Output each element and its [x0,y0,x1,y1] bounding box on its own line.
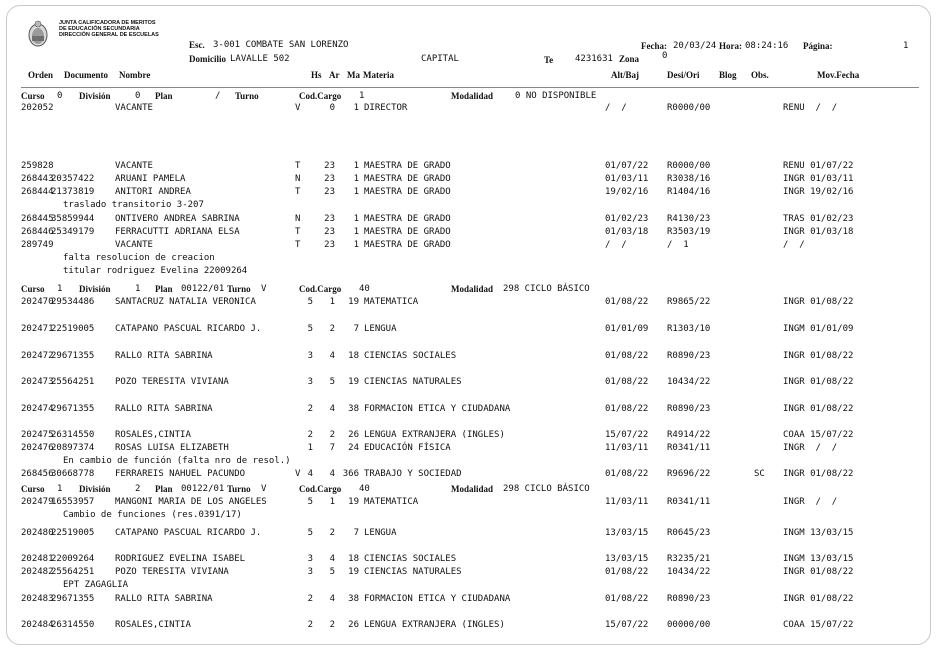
row-documento: 25564251 [51,377,95,387]
row-movfecha: RENU / / [783,103,838,113]
codcargo-value: 1 [359,91,365,101]
row-movfecha: INGR 01/03/18 [783,227,854,237]
row-ma: 19 [348,297,359,307]
row-ar: 2 [329,430,335,440]
row-ma: 24 [348,443,359,453]
row-nombre: ROSALES,CINTIA [115,430,191,440]
codcargo-value: 40 [359,284,370,294]
codcargo-label: Cod.Cargo [299,484,342,494]
division-value: 0 [135,91,141,101]
row-altbaj: 13/03/15 [605,528,649,538]
row-ar: 0 [329,103,335,113]
row-orden: 202480 [21,528,54,538]
row-desiori: R3503/19 [667,227,711,237]
row-note: traslado transitorio 3-207 [63,200,204,210]
row-orden: 268446 [21,227,54,237]
row-ar: 4 [329,554,335,564]
plan-value: 00122/01 [181,284,225,294]
row-orden: 202472 [21,351,54,361]
turno-label: Turno [227,484,251,494]
pagina-label: Página: [803,41,833,51]
row-desiori: R0890/23 [667,351,711,361]
curso-value: 0 [57,91,63,101]
row-movfecha: INGM 13/03/15 [783,554,854,564]
col-obs: Obs. [751,70,769,80]
row-altbaj: 01/07/22 [605,161,649,171]
row-nombre: VACANTE [115,103,153,113]
row-ma: 18 [348,554,359,564]
row-materia: LENGUA [364,324,397,334]
row-note: EPT ZAGAGLIA [63,580,129,590]
row-documento: 21373819 [51,187,95,197]
plan-label: Plan [155,91,173,101]
row-orden: 202481 [21,554,54,564]
row-ar: 4 [329,404,335,414]
row-blog: SC [754,469,765,479]
row-ma: 26 [348,620,359,630]
col-altbaj: Alt/Baj [611,70,639,80]
row-note: falta resolucion de creacion [63,253,215,263]
hora-value: 08:24:16 [745,41,789,51]
zona-label: Zona [619,54,640,64]
row-nombre: RALLO RITA SABRINA [115,594,213,604]
row-altbaj: / / [605,103,627,113]
row-nombre: FERRACUTTI ADRIANA ELSA [115,227,240,237]
codcargo-value: 40 [359,484,370,494]
col-materia: Materia [363,70,394,80]
hora-label: Hora: [719,41,742,51]
row-materia: MAESTRA DE GRADO [364,214,451,224]
row-turno: N [295,214,301,224]
institution-line-2: DE EDUCACIÓN SECUNDARIA [59,26,140,32]
row-desiori: R0890/23 [667,404,711,414]
row-materia: EDUCACIÓN FÍSICA [364,443,451,453]
fecha-label: Fecha: [641,41,667,51]
row-documento: 22009264 [51,554,95,564]
row-movfecha: INGM 13/03/15 [783,528,854,538]
row-altbaj: 01/08/22 [605,377,649,387]
row-movfecha: / / [783,240,805,250]
col-orden: Orden [28,70,54,80]
row-nombre: CATAPANO PASCUAL RICARDO J. [115,528,262,538]
row-note: En cambio de función (falta nro de resol.) [63,456,291,466]
row-nombre: ANITORI ANDREA [115,187,191,197]
row-ma: 1 [353,103,359,113]
row-altbaj: 01/08/22 [605,469,649,479]
row-movfecha: INGR 01/03/11 [783,174,854,184]
col-documento: Documento [64,70,108,80]
row-materia: FORMACION ETICA Y CIUDADANA [364,594,511,604]
row-turno: T [295,240,301,250]
row-hs: 3 [307,351,313,361]
row-desiori: R4914/22 [667,430,711,440]
row-hs: 3 [307,567,313,577]
row-altbaj: 01/01/09 [605,324,649,334]
row-nombre: VACANTE [115,240,153,250]
codcargo-label: Cod.Cargo [299,284,342,294]
row-orden: 202052 [21,103,54,113]
row-nombre: POZO TERESITA VIVIANA [115,377,229,387]
row-movfecha: INGR / / [783,497,838,507]
row-orden: 202475 [21,430,54,440]
division-label: División [79,484,111,494]
row-movfecha: INGR 19/02/16 [783,187,854,197]
col-nombre: Nombre [119,70,151,80]
modalidad-value: 298 CICLO BÁSICO [503,284,590,294]
row-movfecha: INGR 01/08/22 [783,351,854,361]
row-orden: 202484 [21,620,54,630]
division-label: División [79,91,111,101]
row-hs: 2 [307,430,313,440]
row-ma: 7 [353,324,359,334]
row-nombre: MANGONI MARIA DE LOS ANGELES [115,497,267,507]
row-ar: 23 [324,214,335,224]
domicilio-label: Domicilio [189,54,226,64]
division-value: 2 [135,484,141,494]
row-materia: CIENCIAS NATURALES [364,567,462,577]
row-hs: 5 [307,497,313,507]
row-turno: N [295,174,301,184]
row-nombre: RODRIGUEZ EVELINA ISABEL [115,554,246,564]
row-altbaj: 11/03/11 [605,497,649,507]
institution-line-1: JUNTA CALIFICADORA DE MERITOS [59,20,156,26]
curso-label: Curso [21,91,45,101]
row-desiori: R0341/11 [667,443,711,453]
row-movfecha: RENU 01/07/22 [783,161,854,171]
col-blog: Blog [719,70,737,80]
row-ar: 2 [329,620,335,630]
col-ar: Ar [329,70,340,80]
row-altbaj: 13/03/15 [605,554,649,564]
row-movfecha: COAA 15/07/22 [783,620,854,630]
modalidad-value: 298 CICLO BÁSICO [503,484,590,494]
pagina-value: 1 [903,41,909,51]
row-desiori: R9865/22 [667,297,711,307]
division-value: 1 [135,284,141,294]
report-sheet [6,5,931,645]
row-nombre: CATAPANO PASCUAL RICARDO J. [115,324,262,334]
esc-value: 3-001 COMBATE SAN LORENZO [213,40,349,50]
row-ma: 26 [348,430,359,440]
row-desiori: R0890/23 [667,594,711,604]
row-ar: 7 [329,443,335,453]
zona-value: 0 [662,51,668,61]
row-hs: 5 [307,324,313,334]
row-ma: 7 [353,528,359,538]
row-movfecha: INGR 01/08/22 [783,404,854,414]
row-altbaj: 19/02/16 [605,187,649,197]
row-orden: 202476 [21,443,54,453]
row-orden: 202474 [21,404,54,414]
curso-value: 1 [57,484,63,494]
row-documento: 26314550 [51,430,95,440]
row-ma: 1 [353,174,359,184]
row-orden: 259828 [21,161,54,171]
curso-value: 1 [57,284,63,294]
row-hs: 2 [307,620,313,630]
row-note: titular rodriguez Evelina 22009264 [63,266,248,276]
row-orden: 268443 [21,174,54,184]
fecha-value: 20/03/24 [673,41,717,51]
row-movfecha: INGR 01/08/22 [783,469,854,479]
turno-label: Turno [227,284,251,294]
row-ar: 5 [329,377,335,387]
plan-label: Plan [155,284,173,294]
row-ma: 38 [348,404,359,414]
row-ar: 2 [329,528,335,538]
row-desiori: R0645/23 [667,528,711,538]
row-materia: MAESTRA DE GRADO [364,227,451,237]
te-value: 4231631 [575,54,613,64]
row-nombre: RALLO RITA SABRINA [115,351,213,361]
row-turno: V [295,469,301,479]
row-nombre: ROSALES,CINTIA [115,620,191,630]
modalidad-label: Modalidad [451,91,494,101]
row-documento: 29534486 [51,297,95,307]
row-documento: 20357422 [51,174,95,184]
row-altbaj: 01/03/18 [605,227,649,237]
row-documento: 16553957 [51,497,95,507]
row-nombre: SANTACRUZ NATALIA VERONICA [115,297,256,307]
header-divider [21,87,919,88]
turno-value: V [261,284,267,294]
row-turno: T [295,187,301,197]
row-ma: 366 [342,469,359,479]
row-ar: 4 [329,351,335,361]
plan-label: Plan [155,484,173,494]
col-ma: Ma [347,70,360,80]
row-altbaj: 01/08/22 [605,297,649,307]
row-materia: TRABAJO Y SOCIEDAD [364,469,462,479]
row-ar: 23 [324,174,335,184]
row-documento: 22519005 [51,324,95,334]
row-documento: 30668778 [51,469,95,479]
row-desiori: R4130/23 [667,214,711,224]
row-orden: 268445 [21,214,54,224]
row-altbaj: 15/07/22 [605,430,649,440]
row-desiori: 10434/22 [667,567,711,577]
row-desiori: 10434/22 [667,377,711,387]
row-documento: 35859944 [51,214,95,224]
row-orden: 202483 [21,594,54,604]
col-desiori: Desi/Ori [667,70,700,80]
row-materia: MAESTRA DE GRADO [364,161,451,171]
row-ma: 1 [353,227,359,237]
row-ma: 1 [353,161,359,171]
row-orden: 202473 [21,377,54,387]
row-hs: 3 [307,554,313,564]
col-movfecha: Mov.Fecha [817,70,860,80]
row-materia: LENGUA EXTRANJERA (INGLES) [364,620,505,630]
row-hs: 5 [307,297,313,307]
row-ar: 23 [324,240,335,250]
modalidad-label: Modalidad [451,484,494,494]
row-materia: CIENCIAS SOCIALES [364,351,457,361]
row-materia: FORMACION ETICA Y CIUDADANA [364,404,511,414]
row-movfecha: COAA 15/07/22 [783,430,854,440]
row-altbaj: 01/03/11 [605,174,649,184]
row-documento: 29671355 [51,594,95,604]
row-materia: MATEMATICA [364,297,419,307]
row-turno: V [295,103,301,113]
row-desiori: R9696/22 [667,469,711,479]
row-note: Cambio de funciones (res.0391/17) [63,510,242,520]
row-desiori: R0000/00 [667,161,711,171]
row-materia: CIENCIAS NATURALES [364,377,462,387]
row-materia: MAESTRA DE GRADO [364,174,451,184]
row-movfecha: INGR 01/08/22 [783,377,854,387]
row-ar: 5 [329,567,335,577]
row-movfecha: INGR 01/08/22 [783,567,854,577]
row-turno: T [295,161,301,171]
row-orden: 202482 [21,567,54,577]
row-nombre: POZO TERESITA VIVIANA [115,567,229,577]
row-ma: 38 [348,594,359,604]
institution-line-3: DIRECCIÓN GENERAL DE ESCUELAS [59,32,159,38]
row-altbaj: 01/02/23 [605,214,649,224]
row-altbaj: 15/07/22 [605,620,649,630]
row-altbaj: / / [605,240,627,250]
row-altbaj: 01/08/22 [605,404,649,414]
row-materia: MAESTRA DE GRADO [364,240,451,250]
row-hs: 2 [307,594,313,604]
row-orden: 289749 [21,240,54,250]
row-altbaj: 01/08/22 [605,594,649,604]
row-movfecha: TRAS 01/02/23 [783,214,854,224]
row-documento: 26314550 [51,620,95,630]
row-hs: 5 [307,528,313,538]
row-movfecha: INGR / / [783,443,838,453]
row-hs: 4 [307,469,313,479]
row-desiori: R0000/00 [667,103,711,113]
te-label: Te [544,55,554,65]
curso-label: Curso [21,484,45,494]
row-documento: 29671355 [51,404,95,414]
row-documento: 22519005 [51,528,95,538]
row-nombre: ONTIVERO ANDREA SABRINA [115,214,240,224]
row-orden: 268444 [21,187,54,197]
row-desiori: R1303/10 [667,324,711,334]
turno-value: V [261,484,267,494]
city-value: CAPITAL [421,54,459,64]
col-hs: Hs [311,70,322,80]
turno-label: Turno [235,91,259,101]
row-altbaj: 01/08/22 [605,567,649,577]
row-orden: 268456 [21,469,54,479]
row-desiori: 00000/00 [667,620,711,630]
row-movfecha: INGR 01/08/22 [783,297,854,307]
row-ma: 19 [348,377,359,387]
row-documento: 25564251 [51,567,95,577]
row-movfecha: INGM 01/01/09 [783,324,854,334]
row-ar: 1 [329,497,335,507]
row-ar: 23 [324,187,335,197]
row-altbaj: 01/08/22 [605,351,649,361]
row-nombre: RALLO RITA SABRINA [115,404,213,414]
row-altbaj: 11/03/11 [605,443,649,453]
row-materia: LENGUA EXTRANJERA (INGLES) [364,430,505,440]
row-materia: MATEMATICA [364,497,419,507]
row-nombre: FERRAREIS NAHUEL PACUNDO [115,469,246,479]
modalidad-label: Modalidad [451,284,494,294]
row-ma: 19 [348,497,359,507]
plan-value: / [215,91,221,101]
row-movfecha: INGR 01/08/22 [783,594,854,604]
row-orden: 202479 [21,497,54,507]
row-orden: 202470 [21,297,54,307]
row-ma: 1 [353,187,359,197]
row-documento: 20897374 [51,443,95,453]
row-desiori: R0341/11 [667,497,711,507]
curso-label: Curso [21,284,45,294]
row-desiori: R3038/16 [667,174,711,184]
row-nombre: ARUANI PAMELA [115,174,186,184]
row-desiori: / 1 [667,240,689,250]
row-ar: 23 [324,161,335,171]
coat-of-arms-icon [27,20,49,48]
row-ar: 4 [329,469,335,479]
row-materia: LENGUA [364,528,397,538]
row-hs: 1 [307,443,313,453]
row-documento: 29671355 [51,351,95,361]
row-ma: 1 [353,214,359,224]
row-ma: 1 [353,240,359,250]
esc-label: Esc. [189,40,205,50]
row-hs: 3 [307,377,313,387]
row-desiori: R1404/16 [667,187,711,197]
row-ar: 4 [329,594,335,604]
plan-value: 00122/01 [181,484,225,494]
row-orden: 202471 [21,324,54,334]
modalidad-value: 0 NO DISPONIBLE [515,91,597,101]
row-ar: 23 [324,227,335,237]
row-desiori: R3235/21 [667,554,711,564]
row-materia: MAESTRA DE GRADO [364,187,451,197]
row-turno: T [295,227,301,237]
domicilio-value: LAVALLE 502 [230,54,290,64]
division-label: División [79,284,111,294]
row-documento: 25349179 [51,227,95,237]
row-hs: 2 [307,404,313,414]
row-ma: 19 [348,567,359,577]
row-materia: DIRECTOR [364,103,408,113]
row-nombre: VACANTE [115,161,153,171]
row-ma: 18 [348,351,359,361]
row-ar: 1 [329,297,335,307]
row-nombre: ROSAS LUISA ELIZABETH [115,443,229,453]
row-materia: CIENCIAS SOCIALES [364,554,457,564]
codcargo-label: Cod.Cargo [299,91,342,101]
row-ar: 2 [329,324,335,334]
